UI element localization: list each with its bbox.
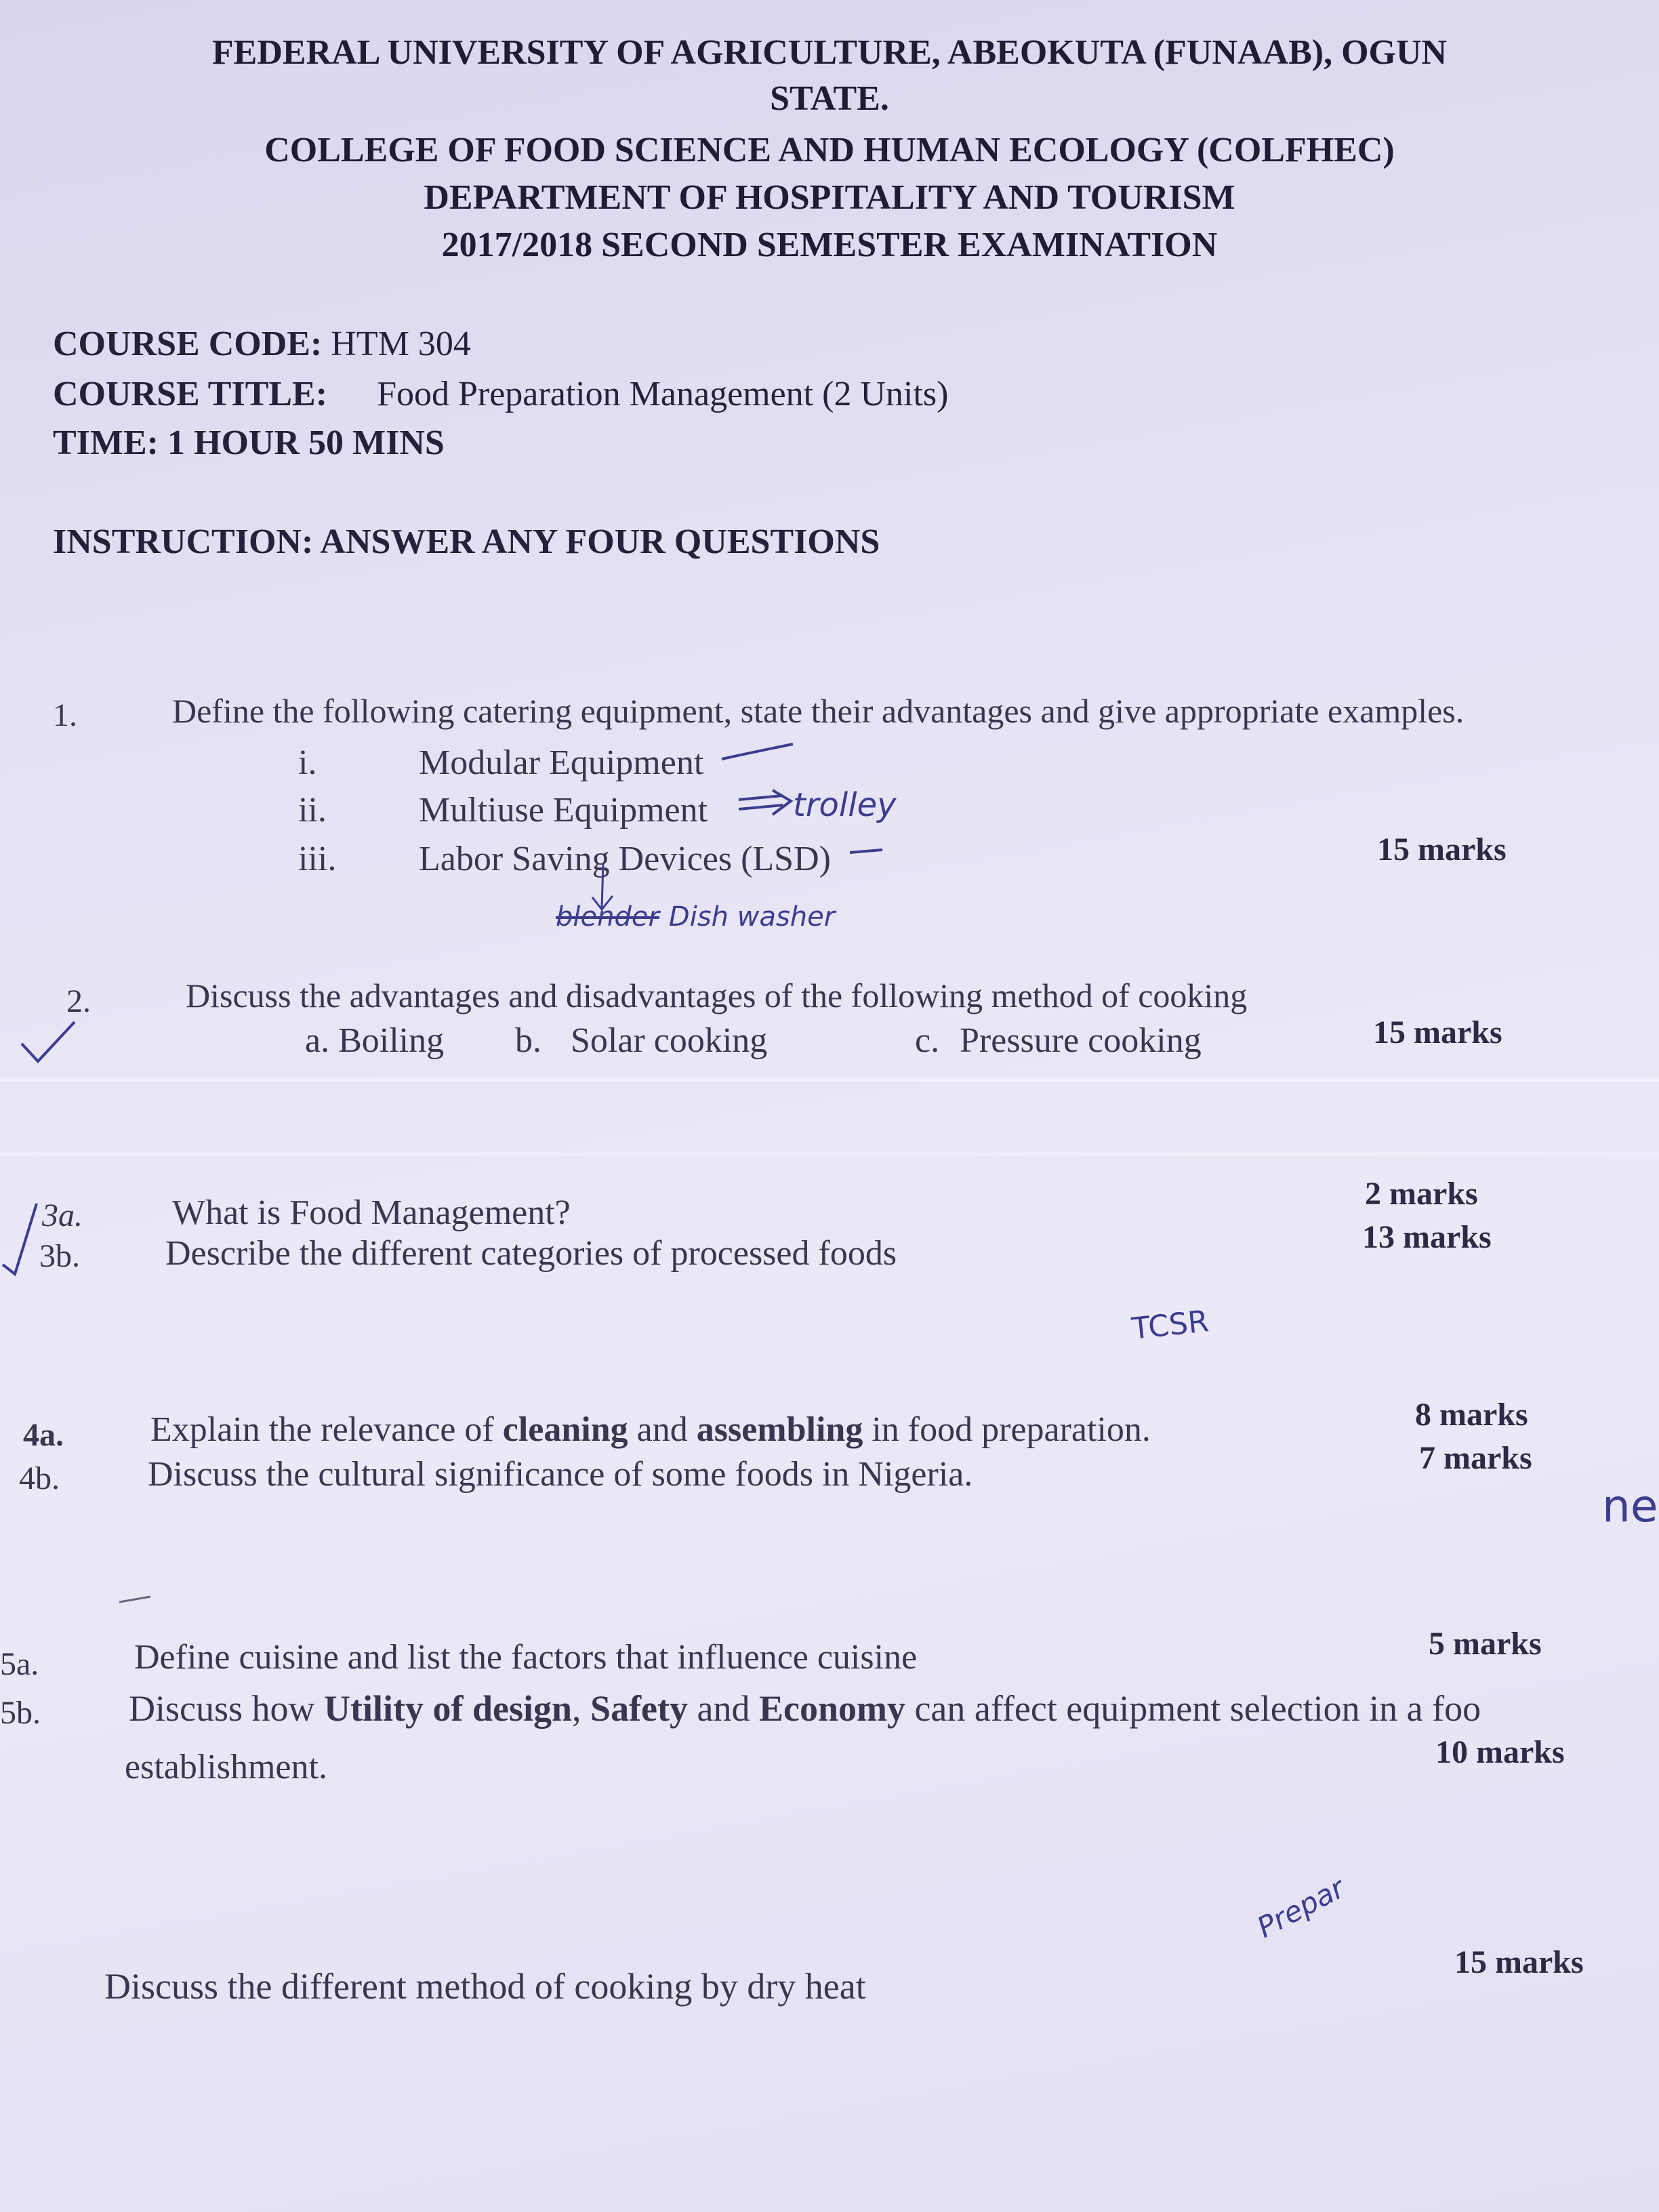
question-3b-text: Describe the different categories of processed foods (165, 1234, 897, 1273)
university-name: FEDERAL UNIVERSITY OF AGRICULTURE, ABEOKUTA (FUNAAB), OGUN (211, 33, 1448, 72)
handwritten-ne: ne (1602, 1480, 1658, 1532)
question-1-marks: 15 marks (1377, 832, 1507, 867)
q1-item-text: Modular Equipment (419, 743, 704, 782)
course-code-value: HTM 304 (331, 325, 471, 363)
question-3a-marks: 2 marks (1365, 1176, 1478, 1212)
question-2-text: Discuss the advantages and disadvantages of the following method of cooking (186, 977, 1248, 1015)
q4a-text-end: in food preparation. (863, 1410, 1151, 1449)
question-5b-number: 5b. (0, 1695, 41, 1731)
q4a-text-mid: and (628, 1410, 697, 1449)
question-5b-text-line2: establishment. (125, 1748, 327, 1786)
paper-crease (0, 1078, 1659, 1082)
q4a-bold-cleaning: cleaning (502, 1410, 628, 1449)
arrow-icon (735, 787, 796, 821)
question-3a-text: What is Food Management? (172, 1193, 571, 1232)
question-1-number: 1. (53, 697, 77, 733)
question-5b-marks: 10 marks (1435, 1734, 1565, 1770)
q5b-bold-safety: Safety (590, 1688, 688, 1729)
question-4b-marks: 7 marks (1419, 1440, 1532, 1476)
exam-time: TIME: 1 HOUR 50 MINS (53, 424, 445, 462)
question-6-marks: 15 marks (1454, 1944, 1584, 1980)
q5b-bold-utility: Utility of design (324, 1688, 573, 1729)
q1-item-text: Labor Saving Devices (LSD) (419, 840, 831, 878)
question-4b-number: 4b. (19, 1460, 60, 1496)
university-state: STATE. (770, 79, 889, 118)
question-3a-number: 3a. (42, 1197, 83, 1233)
instruction: INSTRUCTION: ANSWER ANY FOUR QUESTIONS (53, 523, 880, 561)
question-2-marks: 15 marks (1373, 1015, 1502, 1050)
question-1-text: Define the following catering equipment, state their advantages and give appropriate examples. (172, 692, 1465, 730)
question-3b-number: 3b. (39, 1238, 80, 1274)
q1-item-text: Multiuse Equipment (419, 791, 708, 830)
q5b-text-end: can affect equipment selection in a foo (905, 1688, 1481, 1729)
q5b-bold-economy: Economy (758, 1688, 905, 1729)
course-title-label: COURSE TITLE: (53, 375, 328, 413)
handwritten-dish-washer: blender Dish washer (556, 901, 836, 933)
dish-washer-text: Dish washer (668, 901, 836, 933)
q2-option-b-letter: b. (515, 1021, 541, 1060)
q2-option-c: Pressure cooking (960, 1021, 1202, 1060)
college-name: COLLEGE OF FOOD SCIENCE AND HUMAN ECOLOGY (COLFHEC) (264, 131, 1395, 169)
handwritten-tcsr: TCSR (1130, 1304, 1210, 1347)
handwritten-trolley: trolley (793, 786, 897, 824)
pen-dash-mark (117, 1593, 157, 1606)
q1-item-roman: iii. (298, 840, 337, 878)
q1-item-roman: ii. (298, 791, 327, 830)
course-code (53, 324, 471, 364)
question-2-number: 2. (66, 983, 91, 1019)
q4a-bold-assembling: assembling (696, 1410, 863, 1449)
question-5a-number: 5a. (0, 1646, 39, 1682)
q2-option-b: Solar cooking (571, 1021, 768, 1060)
question-6-text: Discuss the different method of cooking by dry heat (104, 1966, 866, 2007)
question-4b-text: Discuss the cultural significance of some foods in Nigeria. (148, 1455, 973, 1494)
question-4a-number: 4a. (23, 1417, 64, 1453)
question-4a-text (150, 1410, 1151, 1450)
question-4a-marks: 8 marks (1415, 1397, 1528, 1433)
q5b-text-start: Discuss how (129, 1688, 325, 1729)
q4a-text-start: Explain the relevance of (150, 1410, 503, 1449)
question-5b-text (129, 1687, 1481, 1729)
q2-option-c-letter: c. (915, 1021, 940, 1060)
course-code-label: COURSE CODE: (53, 325, 323, 363)
course-title (53, 374, 948, 414)
pen-dash-mark (847, 842, 888, 862)
q5b-comma: , (572, 1688, 591, 1729)
paper-crease (0, 1152, 1659, 1156)
question-5a-marks: 5 marks (1429, 1626, 1542, 1662)
checkmark-icon (18, 1017, 79, 1071)
q1-item-roman: i. (298, 743, 317, 782)
question-5a-text: Define cuisine and list the factors that influence cuisine (134, 1638, 918, 1677)
q5b-and: and (688, 1688, 759, 1729)
question-3b-marks: 13 marks (1362, 1219, 1492, 1255)
q2-option-a: a. Boiling (305, 1021, 445, 1060)
department-name: DEPARTMENT OF HOSPITALITY AND TOURISM (424, 178, 1235, 217)
exam-session: 2017/2018 SECOND SEMESTER EXAMINATION (441, 226, 1218, 264)
course-title-value: Food Preparation Management (2 Units) (377, 375, 949, 413)
handwritten-prepar: Prepar (1251, 1870, 1350, 1944)
pen-dash-mark (718, 739, 800, 766)
